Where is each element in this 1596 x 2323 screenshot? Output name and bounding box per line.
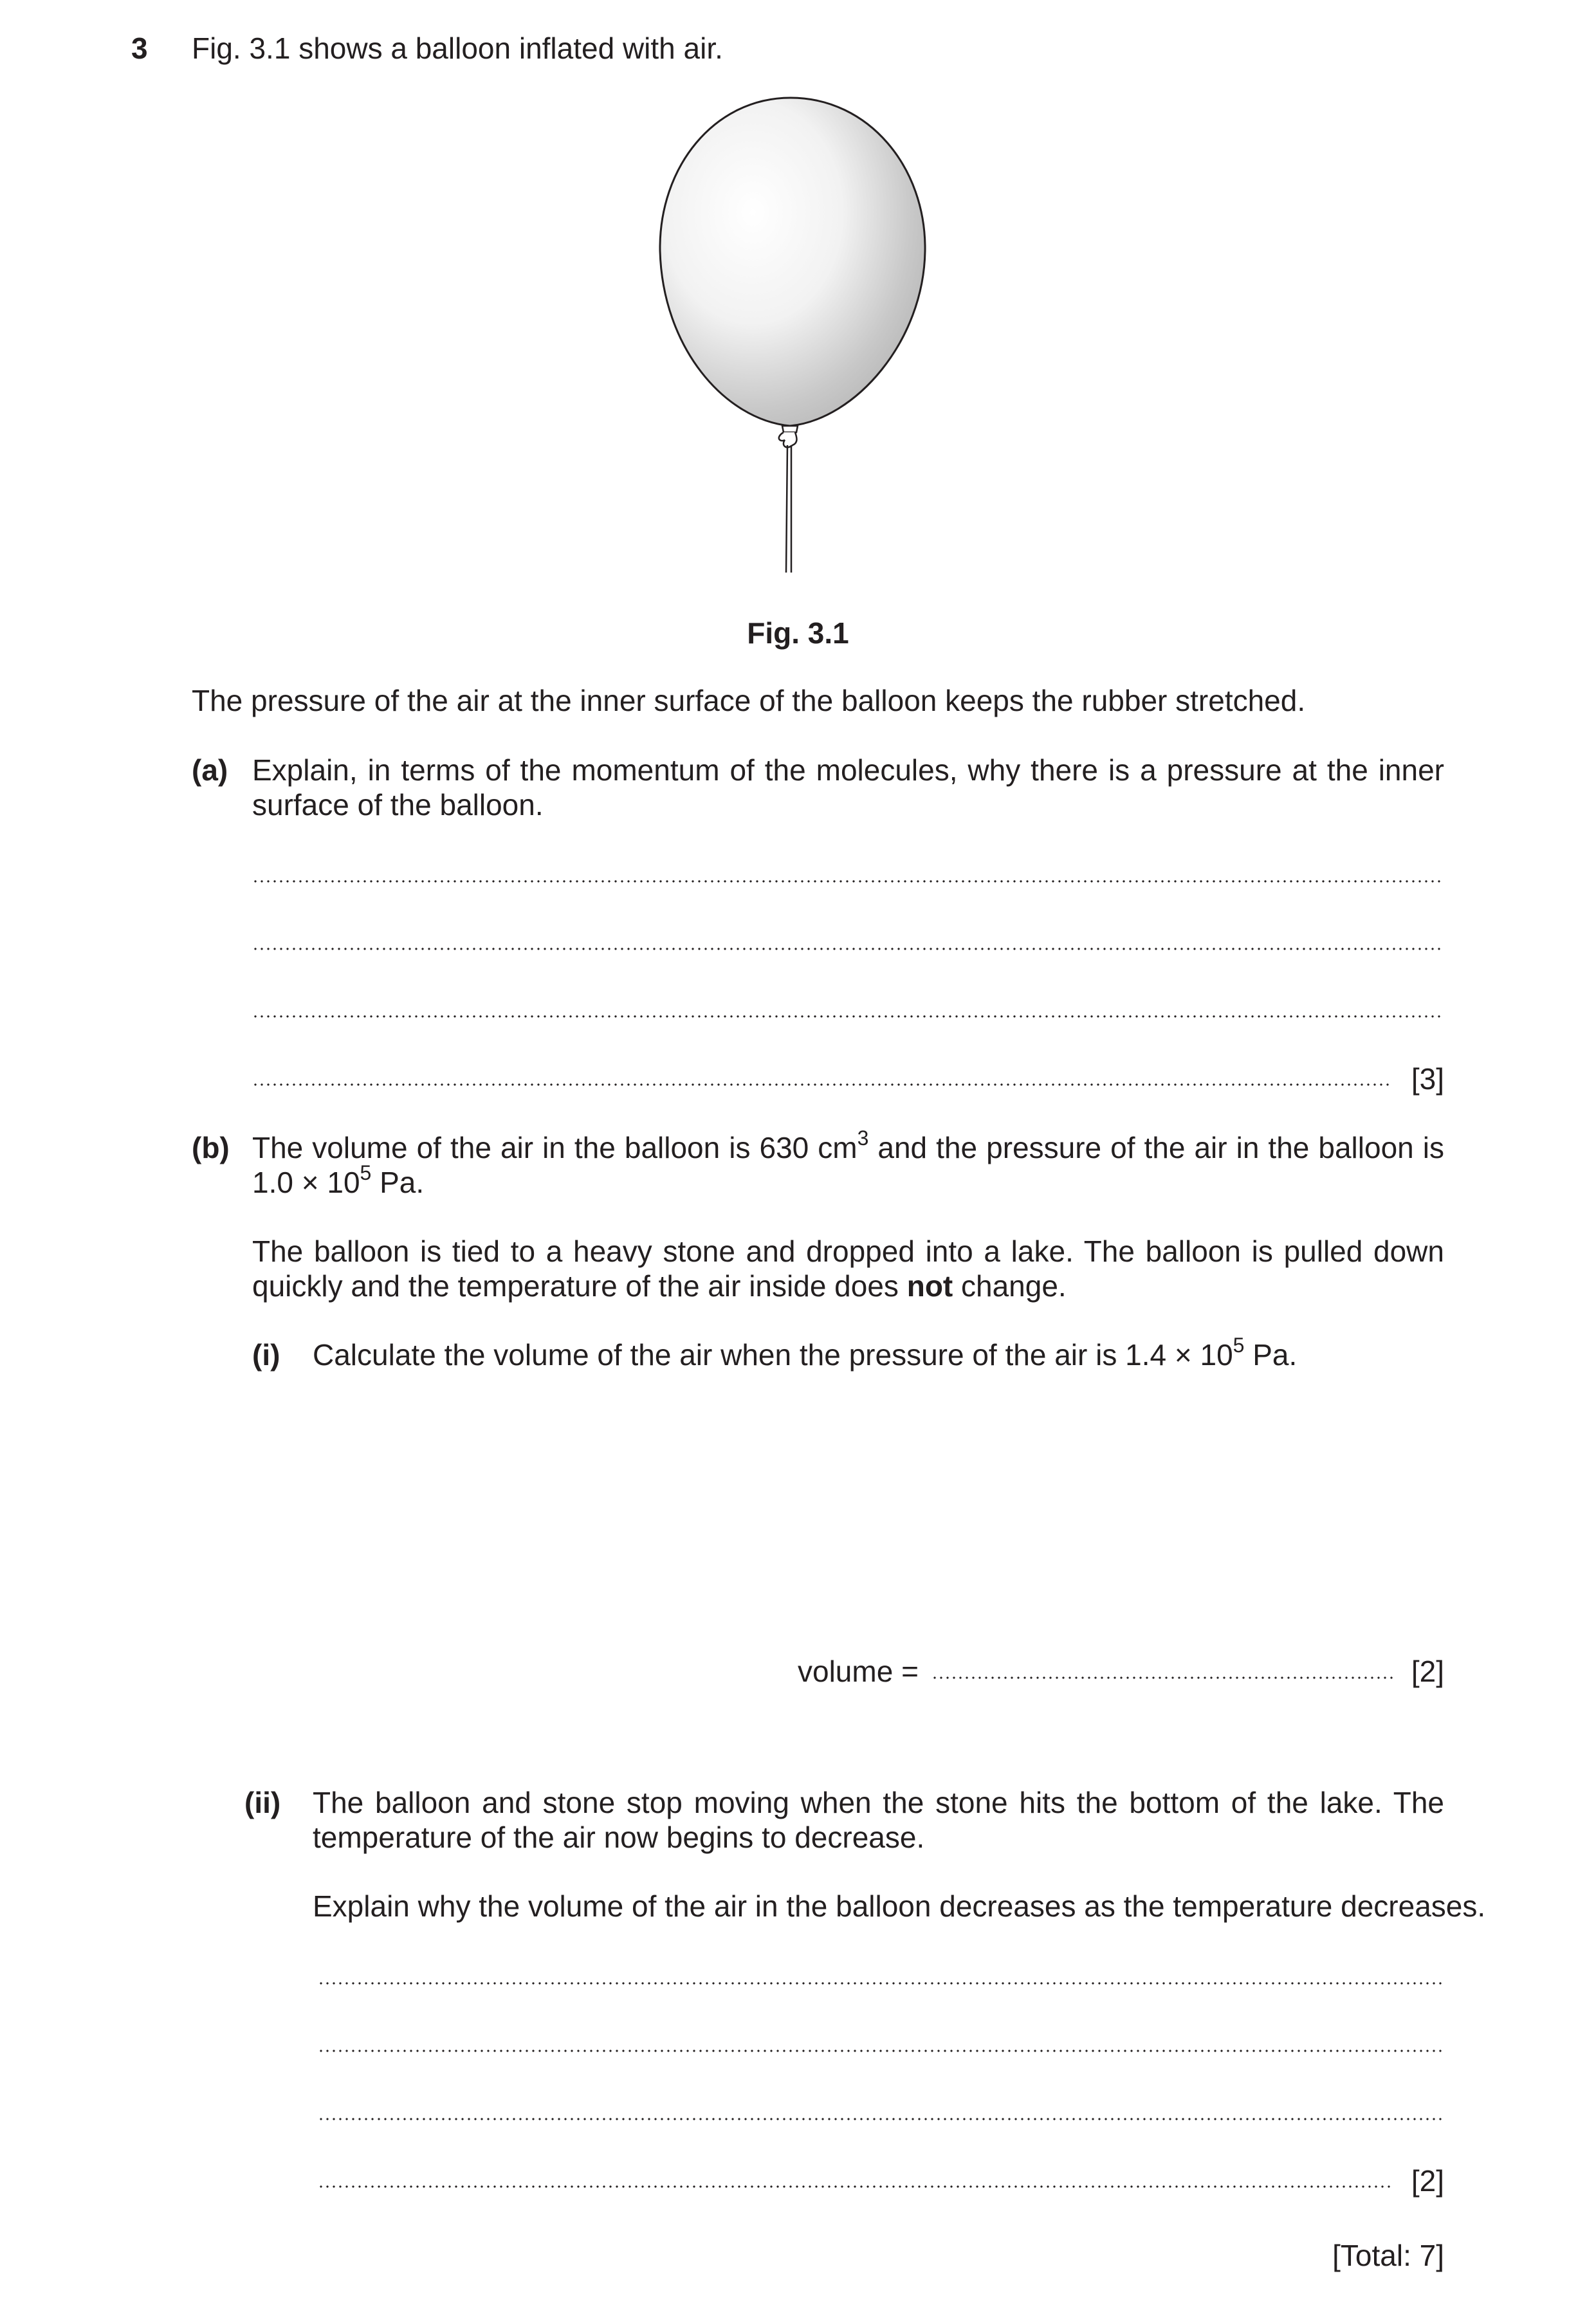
answer-line[interactable] bbox=[318, 2050, 1444, 2052]
answer-line[interactable] bbox=[318, 2118, 1444, 2120]
total-marks: [Total: 7] bbox=[1332, 2239, 1444, 2272]
answer-line[interactable] bbox=[318, 2185, 1393, 2188]
balloon-icon bbox=[643, 90, 939, 579]
part-b-para2-line2: quickly and the temperature of the air inside does not change. bbox=[252, 1269, 1067, 1303]
part-b-para2-line1: The balloon is tied to a heavy stone and dropped into a lake. The balloon is pulled down bbox=[252, 1235, 1444, 1268]
part-a-text-line2: surface of the balloon. bbox=[252, 788, 544, 822]
part-i-text: Calculate the volume of the air when the pressure of the air is $1.4 \times 10^5$ Pa. bbox=[313, 1333, 1298, 1372]
part-i-label: (i) bbox=[252, 1338, 280, 1372]
part-a-label: (a) bbox=[192, 753, 228, 787]
part-ii-text-line1: The balloon and stone stop moving when the stone hits the bottom of the lake. The bbox=[313, 1786, 1444, 1819]
part-ii-mark: [2] bbox=[1411, 2164, 1444, 2198]
part-a-mark: [3] bbox=[1411, 1062, 1444, 1096]
question-number: 3 bbox=[131, 32, 148, 65]
part-a-text-line1: Explain, in terms of the momentum of the molecules, why there is a pressure at the inner bbox=[252, 753, 1444, 787]
part-ii-explain: Explain why the volume of the air in the balloon decreases as the temperature decreases. bbox=[313, 1889, 1486, 1923]
answer-line[interactable] bbox=[252, 1083, 1393, 1086]
part-b-line1: The volume of the air in the balloon is 630 $cm^3$ and the pressure of the air in the balloon is bbox=[252, 1126, 1444, 1164]
answer-line[interactable] bbox=[252, 1015, 1444, 1018]
part-b-label: (b) bbox=[192, 1131, 230, 1164]
part-i-mark: [2] bbox=[1411, 1655, 1444, 1688]
part-ii-text-line2: temperature of the air now begins to decrease. bbox=[313, 1821, 925, 1854]
answer-line[interactable] bbox=[318, 1982, 1444, 1985]
answer-line[interactable] bbox=[252, 948, 1444, 950]
statement-text: The pressure of the air at the inner surface of the balloon keeps the rubber stretched. bbox=[192, 684, 1306, 717]
volume-answer-line[interactable] bbox=[931, 1676, 1393, 1679]
part-ii-label: (ii) bbox=[244, 1786, 281, 1819]
part-b-line2: $1.0 \times 10^5$ Pa. bbox=[252, 1161, 425, 1199]
figure-caption: Fig. 3.1 bbox=[747, 616, 849, 650]
volume-answer-label: volume = bbox=[798, 1655, 919, 1688]
answer-line[interactable] bbox=[252, 880, 1444, 883]
question-intro: Fig. 3.1 shows a balloon inflated with air. bbox=[192, 32, 723, 65]
